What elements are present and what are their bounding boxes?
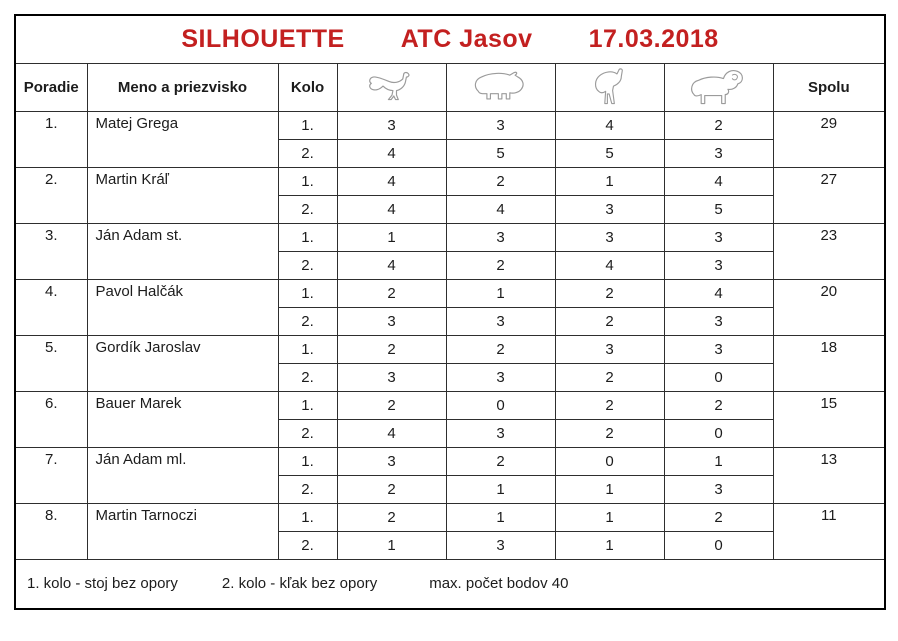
col-header-poradie: Poradie [15, 63, 87, 111]
total-cell: 11 [773, 503, 885, 559]
score-cell: 2 [446, 167, 555, 195]
score-cell: 2 [555, 363, 664, 391]
score-cell: 2 [664, 391, 773, 419]
round-label-cell: 1. [278, 223, 337, 251]
score-cell: 2 [337, 279, 446, 307]
total-cell: 18 [773, 335, 885, 391]
competitor-row [15, 447, 885, 475]
score-cell: 4 [337, 419, 446, 447]
round-label-cell: 2. [278, 363, 337, 391]
score-cell: 4 [337, 167, 446, 195]
score-cell: 0 [664, 363, 773, 391]
score-cell: 2 [555, 391, 664, 419]
score-cell: 1 [555, 167, 664, 195]
name-cell: Pavol Halčák [87, 279, 278, 335]
score-cell: 2 [664, 111, 773, 139]
name-cell: Ján Adam st. [87, 223, 278, 279]
total-cell: 23 [773, 223, 885, 279]
name-cell: Bauer Marek [87, 391, 278, 447]
round-label-cell: 2. [278, 531, 337, 559]
round-label-cell: 1. [278, 503, 337, 531]
score-cell: 1 [664, 447, 773, 475]
score-cell: 4 [337, 139, 446, 167]
round-label-cell: 1. [278, 335, 337, 363]
score-cell: 1 [337, 223, 446, 251]
score-cell: 3 [664, 139, 773, 167]
score-cell: 2 [555, 307, 664, 335]
score-cell: 2 [337, 335, 446, 363]
score-cell: 3 [446, 307, 555, 335]
score-cell: 2 [446, 251, 555, 279]
round-label-cell: 1. [278, 447, 337, 475]
score-cell: 3 [664, 335, 773, 363]
score-cell: 2 [664, 503, 773, 531]
legend-max-points: max. počet bodov 40 [429, 575, 569, 593]
round-label-cell: 1. [278, 167, 337, 195]
score-cell: 4 [446, 195, 555, 223]
competitor-row [15, 223, 885, 251]
score-cell: 3 [555, 195, 664, 223]
name-cell: Martin Tarnoczi [87, 503, 278, 559]
competitor-row [15, 503, 885, 531]
total-cell: 29 [773, 111, 885, 167]
rank-cell: 8. [15, 503, 87, 559]
turkey-icon [588, 67, 632, 107]
score-cell: 0 [555, 447, 664, 475]
score-cell: 2 [337, 503, 446, 531]
score-cell: 3 [664, 251, 773, 279]
score-cell: 3 [446, 419, 555, 447]
score-cell: 4 [337, 251, 446, 279]
name-cell: Matej Grega [87, 111, 278, 167]
competitor-row [15, 167, 885, 195]
score-cell: 3 [337, 111, 446, 139]
col-header-spolu: Spolu [773, 63, 885, 111]
round-label-cell: 2. [278, 195, 337, 223]
rank-cell: 3. [15, 223, 87, 279]
score-cell: 3 [664, 223, 773, 251]
rank-cell: 1. [15, 111, 87, 167]
rank-cell: 6. [15, 391, 87, 447]
score-cell: 1 [555, 475, 664, 503]
score-cell: 4 [664, 167, 773, 195]
score-cell: 4 [555, 111, 664, 139]
col-header-kolo: Kolo [278, 63, 337, 111]
score-cell: 2 [337, 475, 446, 503]
score-cell: 0 [664, 531, 773, 559]
name-cell: Gordík Jaroslav [87, 335, 278, 391]
score-cell: 1 [446, 475, 555, 503]
total-cell: 13 [773, 447, 885, 503]
rank-cell: 4. [15, 279, 87, 335]
legend [15, 559, 885, 609]
score-cell: 2 [555, 419, 664, 447]
total-cell: 20 [773, 279, 885, 335]
score-cell: 3 [337, 363, 446, 391]
round-label-cell: 1. [278, 279, 337, 307]
col-header-meno: Meno a priezvisko [87, 63, 278, 111]
col-header-boar [446, 63, 555, 111]
score-cell: 3 [446, 363, 555, 391]
legend-row [15, 559, 885, 609]
score-cell: 5 [446, 139, 555, 167]
rank-cell: 5. [15, 335, 87, 391]
score-cell: 2 [555, 279, 664, 307]
round-label-cell: 2. [278, 139, 337, 167]
score-cell: 3 [555, 223, 664, 251]
score-cell: 3 [664, 307, 773, 335]
col-header-turkey [555, 63, 664, 111]
score-cell: 2 [446, 335, 555, 363]
score-cell: 1 [555, 503, 664, 531]
score-cell: 5 [664, 195, 773, 223]
col-header-ram [664, 63, 773, 111]
round-label-cell: 1. [278, 391, 337, 419]
col-header-chicken [337, 63, 446, 111]
score-cell: 1 [446, 279, 555, 307]
score-cell: 3 [446, 111, 555, 139]
score-cell: 4 [337, 195, 446, 223]
score-cell: 3 [555, 335, 664, 363]
score-cell: 0 [664, 419, 773, 447]
score-cell: 4 [664, 279, 773, 307]
score-cell: 1 [555, 531, 664, 559]
competitor-row [15, 335, 885, 363]
name-cell: Ján Adam ml. [87, 447, 278, 503]
total-cell: 15 [773, 391, 885, 447]
competitor-row [15, 279, 885, 307]
column-header-row [15, 63, 885, 111]
score-cell: 3 [337, 447, 446, 475]
event-name: SILHOUETTE [181, 24, 345, 53]
score-cell: 3 [337, 307, 446, 335]
rank-cell: 7. [15, 447, 87, 503]
boar-icon [469, 69, 533, 106]
legend-round1: 1. kolo - stoj bez opory [27, 575, 178, 593]
title-row [15, 15, 885, 63]
competitor-row [15, 391, 885, 419]
chicken-icon [364, 69, 420, 105]
round-label-cell: 2. [278, 475, 337, 503]
competitor-row [15, 111, 885, 139]
name-cell: Martin Kráľ [87, 167, 278, 223]
score-cell: 2 [446, 447, 555, 475]
round-label-cell: 2. [278, 419, 337, 447]
score-cell: 1 [446, 503, 555, 531]
round-label-cell: 2. [278, 307, 337, 335]
round-label-cell: 2. [278, 251, 337, 279]
score-cell: 3 [446, 223, 555, 251]
round-label-cell: 1. [278, 111, 337, 139]
event-date: 17.03.2018 [588, 24, 719, 53]
score-cell: 3 [446, 531, 555, 559]
score-cell: 1 [337, 531, 446, 559]
title [15, 15, 885, 63]
score-cell: 2 [337, 391, 446, 419]
ram-icon [686, 67, 752, 108]
total-cell: 27 [773, 167, 885, 223]
club-name: ATC Jasov [400, 24, 533, 53]
score-cell: 4 [555, 251, 664, 279]
results-table [14, 14, 886, 610]
rank-cell: 2. [15, 167, 87, 223]
score-cell: 0 [446, 391, 555, 419]
legend-round2: 2. kolo - kľak bez opory [221, 575, 378, 593]
score-cell: 5 [555, 139, 664, 167]
score-cell: 3 [664, 475, 773, 503]
